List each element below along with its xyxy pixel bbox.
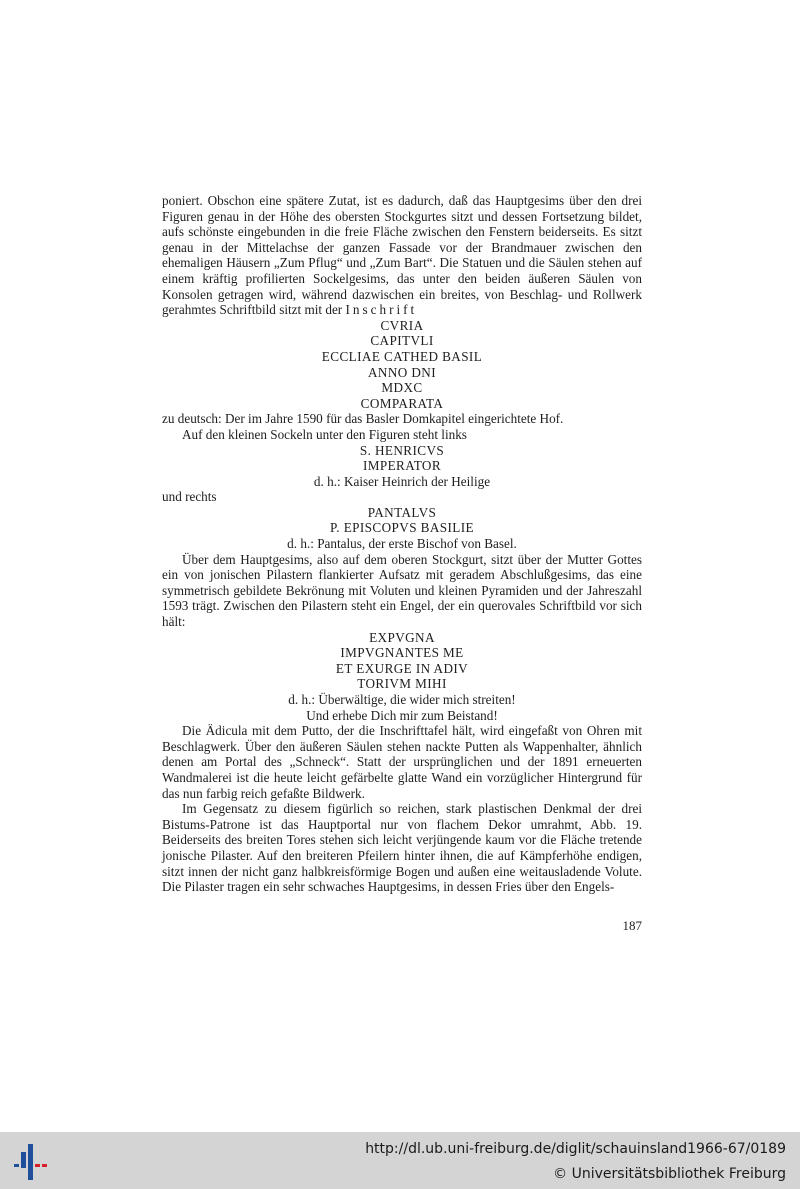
inscription-line: ET EXURGE IN ADIV	[335, 660, 469, 676]
translation-4a: d. h.: Überwältige, die wider mich streiten!	[288, 692, 516, 707]
inscription-line: ECCLIAE CATHED BASIL	[321, 348, 483, 364]
footer-copyright: © Universitätsbibliothek Freiburg	[553, 1166, 786, 1182]
inscription-line: COMPARATA	[360, 395, 444, 411]
inscription-expugna	[162, 630, 642, 692]
inscription-line: CAPITVLI	[370, 333, 434, 349]
paragraph-hauptgesims: Über dem Hauptgesims, also auf dem oberen Stockgurt, sitzt über der Mutter Gottes ein von jonischen Pilastern flankierter Aufsatz mit geradem Abschlußgesims, das eine symmetrisch gebildete Bekrönung mit Voluten und kleinen Pyramiden und der Jahreszahl 1593 trägt. Zwischen den Pilastern steht ein Engel, der ein querovales Schriftbild vor sich hält:	[162, 551, 642, 630]
inscription-line: S. HENRICVS	[359, 442, 445, 458]
translation-2: d. h.: Kaiser Heinrich der Heilige	[313, 473, 491, 489]
paragraph-sockeln: Auf den kleinen Sockeln unter den Figuren steht links	[182, 426, 467, 442]
translation-3: d. h.: Pantalus, der erste Bischof von Basel.	[287, 536, 517, 552]
paragraph-1-text: poniert. Obschon eine spätere Zutat, ist es dadurch, daß das Hauptgesims über den drei Figuren genau in der Höhe des obersten Stockgurtes sitzt und dessen Fortsetzung bildet, aufs schönste eingebunden in die freie Fläche zwischen den Fenstern beiderseits. Es sitzt genau in der Mittelachse der ganzen Fassade vor der Brandmauer zwischen den ehemaligen Häusern „Zum Pflug“ und „Zum Bart“. Die Statuen und die Säulen stehen auf einem kräftig profilierten Sockelgesims, das unter den beiden äußeren Säulen von Konsolen getragen wird, während dazwischen ein breites, von Beschlag- und Rollwerk gerahmtes Schriftbild sitzt mit der	[162, 193, 642, 318]
footer-bar	[0, 1132, 800, 1189]
spaced-word: Inschrift	[345, 302, 418, 318]
page-number: 187	[622, 918, 642, 933]
inscription-line: P. EPISCOPVS BASILIE	[330, 520, 474, 536]
inscription-curia	[162, 318, 642, 412]
paragraph-1	[162, 193, 642, 318]
inscription-line: IMPVGNANTES ME	[340, 645, 464, 661]
inscription-line: ANNO DNI	[367, 364, 437, 380]
inscription-line: MDXC	[381, 380, 423, 396]
inscription-line: IMPERATOR	[362, 458, 442, 474]
ub-freiburg-logo-icon[interactable]	[10, 1142, 50, 1182]
inscription-line: CVRIA	[380, 317, 424, 333]
und-rechts: und rechts	[162, 489, 217, 505]
inscription-line: EXPVGNA	[369, 629, 435, 645]
translation-4b: Und erhebe Dich mir zum Beistand!	[306, 707, 498, 723]
paragraph-hauptportal: Im Gegensatz zu diesem figürlich so reichen, stark plastischen Denkmal der drei Bistums-Patrone ist das Hauptportal nur von flachem Dekor umrahmt, Abb. 19. Beiderseits des breiten Tores stehen sich leicht verjüngende kaum vor die Fläche tretende jonische Pilaster. Auf den breiteren Pfeilern hinter ihnen, die auf Kämpferhöhe endigen, sitzt innen der nicht ganz halbkreisförmige Bogen und außen eine weitausladende Volute. Die Pilaster tragen ein sehr schwaches Hauptgesims, in dessen Fries über den Engels-	[162, 801, 642, 895]
inscription-henricus	[162, 443, 642, 474]
translation-1: zu deutsch: Der im Jahre 1590 für das Basler Domkapitel eingerichtete Hof.	[162, 411, 564, 427]
inscription-line: PANTALVS	[367, 504, 437, 520]
footer-url-link[interactable]: http://dl.ub.uni-freiburg.de/diglit/schauinsland1966-67/0189	[365, 1141, 786, 1157]
page-text	[162, 193, 642, 895]
paragraph-aedicula: Die Ädicula mit dem Putto, der die Inschrifttafel hält, wird eingefaßt von Ohren mit Beschlagwerk. Über den äußeren Säulen stehen nackte Putten als Wappenhalter, ähnlich denen am Portal des „Schneck“. Statt der ursprünglichen und der 1891 erneuerten Wandmalerei ist die heute leicht gefärbelte glatte Wand ein vorzüglicher Hintergrund für das nun farbig reich gefaßte Bildwerk.	[162, 723, 642, 801]
inscription-pantalus	[162, 505, 642, 536]
inscription-line: TORIVM MIHI	[357, 676, 447, 692]
